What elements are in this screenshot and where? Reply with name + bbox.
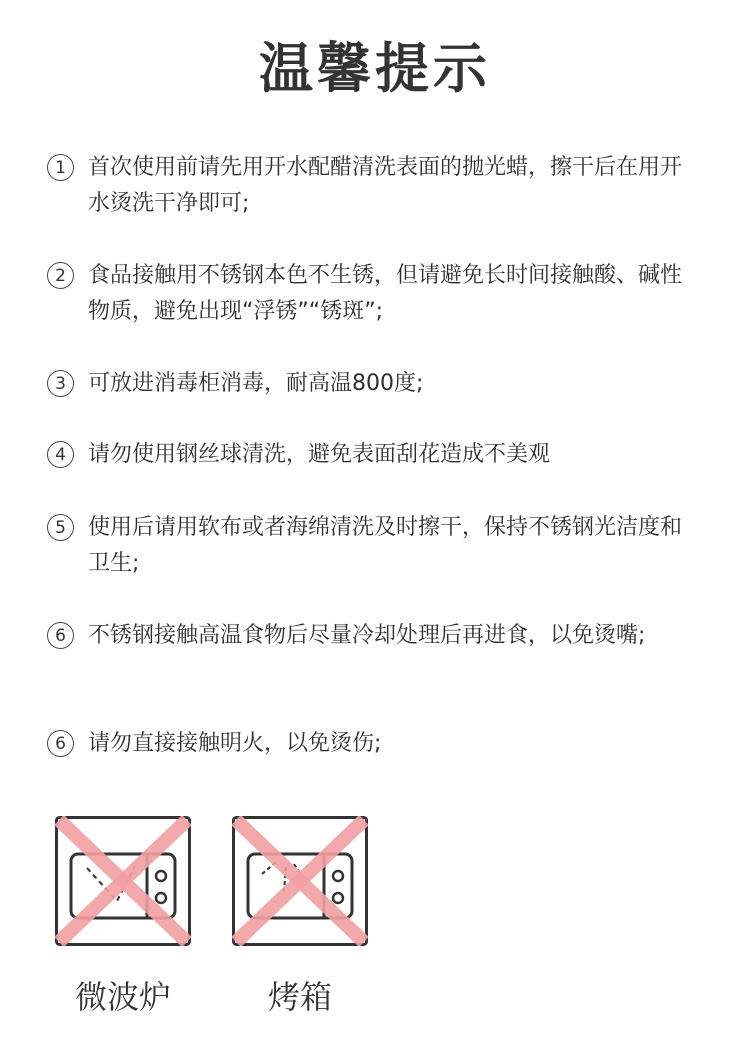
tip-item-2 (47, 258, 707, 330)
tip-text: 请勿使用钢丝球清洗，避免表面刮花造成不美观 (88, 442, 551, 467)
page-title: 温馨提示 (259, 37, 491, 100)
tip-item-6 (47, 618, 707, 654)
tip-number: 5 (47, 514, 74, 541)
tip-number: 6 (47, 730, 74, 757)
oven-crossed-icon (232, 816, 368, 946)
tip-text: 请勿直接接触明火，以免烫伤; (88, 731, 382, 756)
tip-number: 3 (47, 370, 74, 397)
tip-text: 使用后请用软布或者海绵清洗及时擦干，保持不锈钢光洁度和卫生; (88, 515, 683, 576)
microwave-crossed-icon (55, 816, 191, 946)
tip-text: 食品接触用不锈钢本色不生锈，但请避免长时间接触酸、碱性物质，避免出现“浮锈”“锈斑”; (88, 263, 683, 324)
tip-number: 4 (47, 441, 74, 468)
tip-number: 6 (47, 622, 74, 649)
tip-text: 首次使用前请先用开水配醋清洗表面的抛光蜡，擦干后在用开水烫洗干净即可; (88, 155, 683, 216)
tip-text: 不锈钢接触高温食物后尽量冷却处理后再进食，以免烫嘴; (88, 623, 646, 648)
tip-item-4 (47, 437, 707, 473)
tip-item-3 (47, 366, 707, 402)
oven-label: 烤箱 (267, 978, 332, 1016)
tip-item-7 (47, 726, 707, 762)
tip-number: 2 (47, 262, 74, 289)
tip-item-5 (47, 510, 707, 582)
tip-text: 可放进消毒柜消毒，耐高温800度; (88, 371, 424, 396)
tip-number: 1 (47, 154, 74, 181)
microwave-label: 微波炉 (74, 978, 171, 1016)
tip-item-1 (47, 150, 707, 222)
